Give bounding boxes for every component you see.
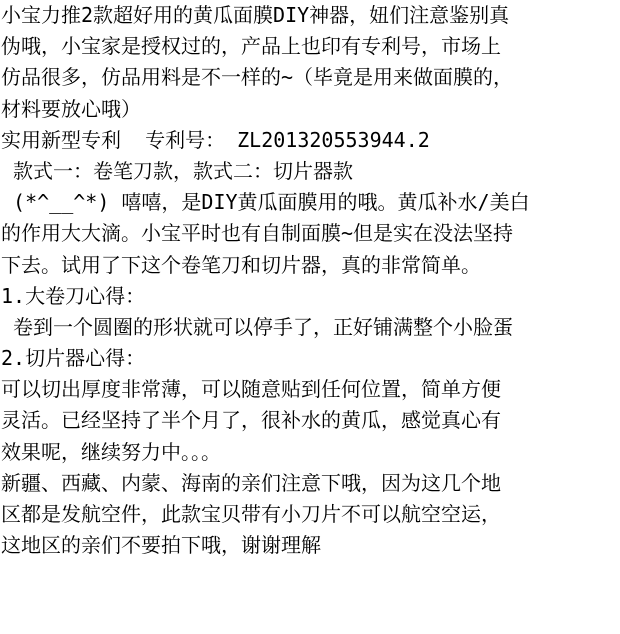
paragraph-intro-line-2: 伪哦，小宝家是授权过的，产品上也印有专利号，市场上 [1,34,501,59]
shipping-notice-line-2: 区都是发航空件，此款宝贝带有小刀片不可以航空空运， [1,502,501,526]
paragraph-intro-line-1: 小宝力推2款超好用的黄瓜面膜DIY神器，妞们注意鉴别真 [1,3,510,27]
patent-info-line: 实用新型专利 专利号： ZL201320553944.2 [1,127,430,152]
usage-line-2: 的作用大大滴。小宝平时也有自制面膜~但是实在没法坚持 [1,221,514,246]
tip-1-heading: 1.大卷刀心得： [1,283,146,308]
shipping-notice-line-3: 这地区的亲们不要拍下哦，谢谢理解 [1,533,321,558]
tip-2-heading: 2.切片器心得： [1,346,146,371]
styles-line: 款式一：卷笔刀款，款式二：切片器款 [1,158,354,183]
paragraph-intro-line-3: 仿品很多，仿品用料是不一样的~（毕竟是用来做面膜的， [1,65,514,90]
tip-1-text: 卷到一个圆圈的形状就可以停手了，正好铺满整个小脸蛋 [1,314,514,339]
tip-2-text-line-2: 灵活。已经坚持了半个月了，很补水的黄瓜，感觉真心有 [1,408,501,433]
tip-2-text-line-3: 效果呢，继续努力中。。。 [1,439,221,464]
shipping-notice-line-1: 新疆、西藏、内蒙、海南的亲们注意下哦，因为这几个地 [1,470,501,495]
tip-2-text-line-1: 可以切出厚度非常薄，可以随意贴到任何位置，简单方便 [1,377,501,402]
paragraph-intro-line-4: 材料要放心哦） [1,96,141,121]
usage-line-3: 下去。试用了下这个卷笔刀和切片器，真的非常简单。 [1,252,481,277]
usage-line-1: (*^__^*) 嘻嘻，是DIY黄瓜面膜用的哦。黄瓜补水/美白 [1,190,530,215]
